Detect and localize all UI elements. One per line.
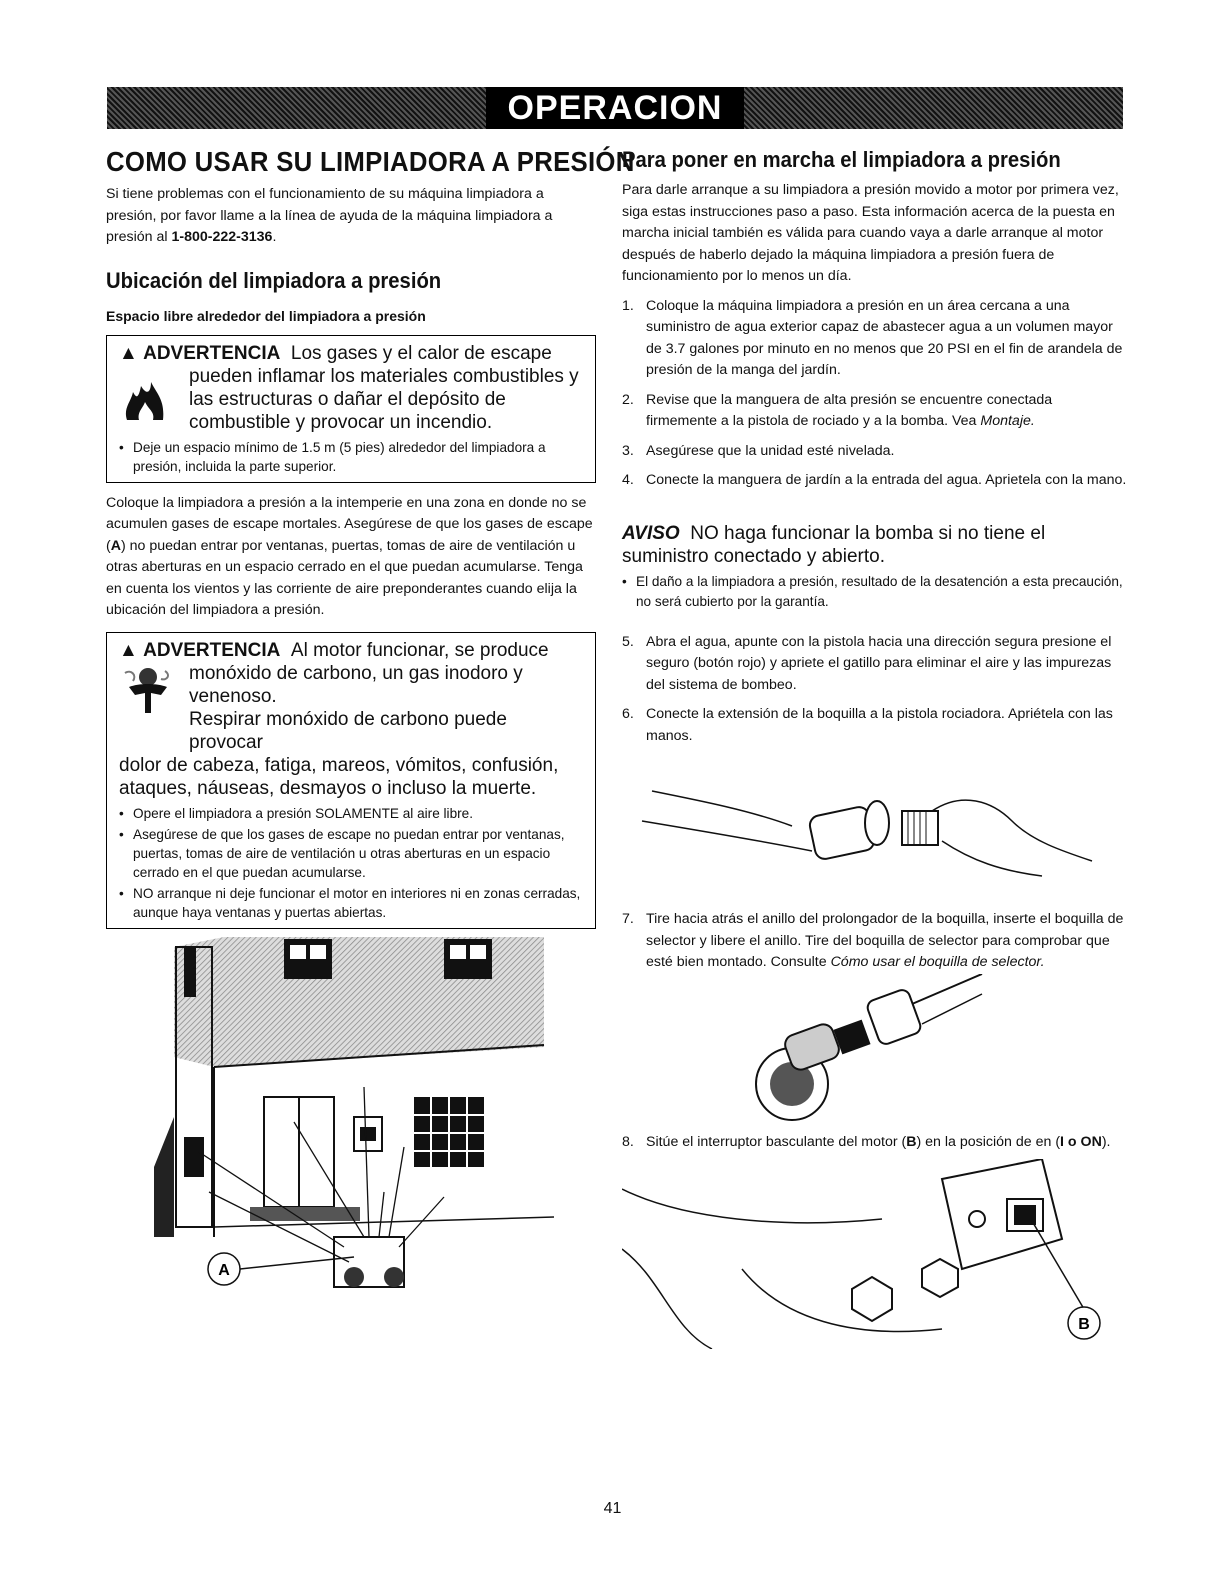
startup-heading: Para poner en marcha el limpiadora a presión <box>622 147 1061 172</box>
right-column <box>622 146 1127 1349</box>
warning-bullet: • Asegúrese de que los gases de escape no puedan entrar por ventanas, puertas, tomas de aire de ventilación u otras aberturas en un espacio cerrado en el que puedan acumularse. <box>119 825 585 882</box>
location-heading: Ubicación del limpiadora a presión <box>106 267 442 293</box>
house-placement-illustration <box>154 937 594 1297</box>
startup-intro: Para darle arranque a su limpiadora a presión movido a motor por primera vez, siga estas instrucciones paso a paso. Esta información acerca de la puesta en marcha inicial también es válida para cuando vaya a darle arranque al motor después de haberlo dejado la máquina limpiadora a presión fuera de funcionamiento por lo menos un día. <box>622 182 1119 284</box>
callout-a-label: A <box>218 1261 230 1279</box>
warning-box-co: ▲ ADVERTENCIA Al motor funcionar, se produce monóxido de carbono, un gas inodoro y venenoso. Respirar monóxido de carbono puede provocar dolor de cabeza, fatiga, mareos, vómitos, confusión, ataques, náuseas, desmayos o incluso la muerte. • Opere el limpiadora a presión SOLAMENTE al aire libre. • Asegúrese de que los gases de escape no puedan entrar por ventanas, puertas, tomas de aire de ventilación u otras aberturas en un espacio cerrado en el que puedan acumularse. • NO arranque ni deje funcionar el motor en interiores ni en zonas cerradas, aunque haya ventanas y puertas abiertas. <box>106 632 596 929</box>
nozzle-extension-illustration <box>622 751 1102 901</box>
startup-step-8 <box>622 1132 1127 1154</box>
left-column <box>106 146 635 1297</box>
step-item: 3. Asegúrese que la unidad esté nivelada. <box>622 442 895 459</box>
startup-steps-b <box>622 632 1127 748</box>
warning-label: ADVERTENCIA <box>143 639 281 661</box>
warning-box-fire: ▲ ADVERTENCIA Los gases y el calor de escape pueden inflamar los materiales combustibles y las estructuras o dañar el depósito de combustible y provocar un incendio. • Deje un espacio mínimo de 1.5 m (5 pies) alrededor del limpiadora a presión, incluida la parte superior. <box>106 335 596 483</box>
notice-bullet: • El daño a la limpiadora a presión, resultado de la desatención a esta precaución, no será cubierto por la garantía. <box>622 572 1127 612</box>
notice-box: AVISO NO haga funcionar la bomba si no tiene el suministro conectado y abierto. • El daño a la limpiadora a presión, resultado de la desatención a esta precaución, no será cubierto por la garantía. <box>622 522 1127 612</box>
step-item: 6. Conecte la extensión de la boquilla a la pistola rociadora. Apriétela con las manos. <box>622 706 1113 744</box>
pressure-washer-drawing <box>334 1237 404 1287</box>
step-item: 2. Revise que la manguera de alta presión se encuentre conectada firmemente a la pistola de rociado y a la bomba. Vea Montaje. <box>622 391 1053 429</box>
warning-triangle-icon: ▲ <box>119 639 138 661</box>
selector-nozzle-illustration <box>622 974 1102 1124</box>
step-item: 4. Conecte la manguera de jardín a la entrada del agua. Aprietela con la mano. <box>622 472 1127 488</box>
step-item: 1. Coloque la máquina limpiadora a presión en un área cercana a una suministro de agua exterior capaz de abastecer agua a un volumen mayor de 3.7 galones por minuto en no menos que 20 PSI en el fin de arandela de presión de la manga del jardín. <box>622 297 1123 378</box>
page-title: COMO USAR SU LIMPIADORA A PRESIÓN <box>106 146 635 177</box>
clearance-heading: Espacio libre alrededor del limpiadora a presión <box>106 307 426 324</box>
section-banner <box>107 87 1123 129</box>
intro-paragraph: Si tiene problemas con el funcionamiento de su máquina limpiadora a presión, por favor llame a la línea de ayuda de la máquina limpiadora a presión al 1-800-222-3136. <box>106 186 553 245</box>
startup-step-7 <box>622 909 1127 974</box>
warning-triangle-icon: ▲ <box>119 342 138 364</box>
warning-label: ADVERTENCIA <box>143 342 281 364</box>
warning-bullet: • Deje un espacio mínimo de 1.5 m (5 pies) alrededor del limpiadora a presión, incluida la parte superior. <box>119 438 585 476</box>
warning-bullet: • NO arranque ni deje funcionar el motor en interiores ni en zonas cerradas, aunque haya ventanas y puertas abiertas. <box>119 884 585 922</box>
step-item: 5. Abra el agua, apunte con la pistola hacia una dirección segura presione el seguro (botón rojo) y apriete el gatillo para eliminar el aire y las impurezas del sistema de bombeo. <box>622 633 1112 693</box>
engine-switch-illustration <box>622 1159 1112 1349</box>
fire-icon <box>121 372 171 422</box>
startup-steps-a <box>622 296 1127 492</box>
callout-b-label: B <box>1078 1316 1090 1333</box>
step-item: 8. Sitúe el interruptor basculante del motor (B) en la posición de en (I o ON). <box>622 1133 1111 1150</box>
placement-paragraph: Coloque la limpiadora a presión a la intemperie en una zona en donde no se acumulen gases de escape mortales. Asegúrese de que los gases de escape (A) no puedan entrar por ventanas, puertas, tomas de aire de ventilación u otras aberturas en un espacio cerrado en el que puedan acumularse. Tenga en cuenta los vientos y las corriente de aire preponderantes cuando elija la ubicación del limpiadora a presión. <box>106 494 593 618</box>
helpline-phone: 1-800-222-3136 <box>171 229 273 245</box>
banner-title: OPERACION <box>486 87 745 129</box>
step-item: 7. Tire hacia atrás el anillo del prolongador de la boquilla, inserte el boquilla de selector y libere el anillo. Tire del boquilla de selector para comprobar que esté bien montado. Consulte Cómo usar el boquilla de selector. <box>622 911 1124 970</box>
poison-gas-icon <box>121 667 175 715</box>
page-number: 41 <box>603 1500 622 1517</box>
notice-label: AVISO <box>622 522 680 544</box>
warning-bullet: • Opere el limpiadora a presión SOLAMENTE al aire libre. <box>119 804 585 823</box>
